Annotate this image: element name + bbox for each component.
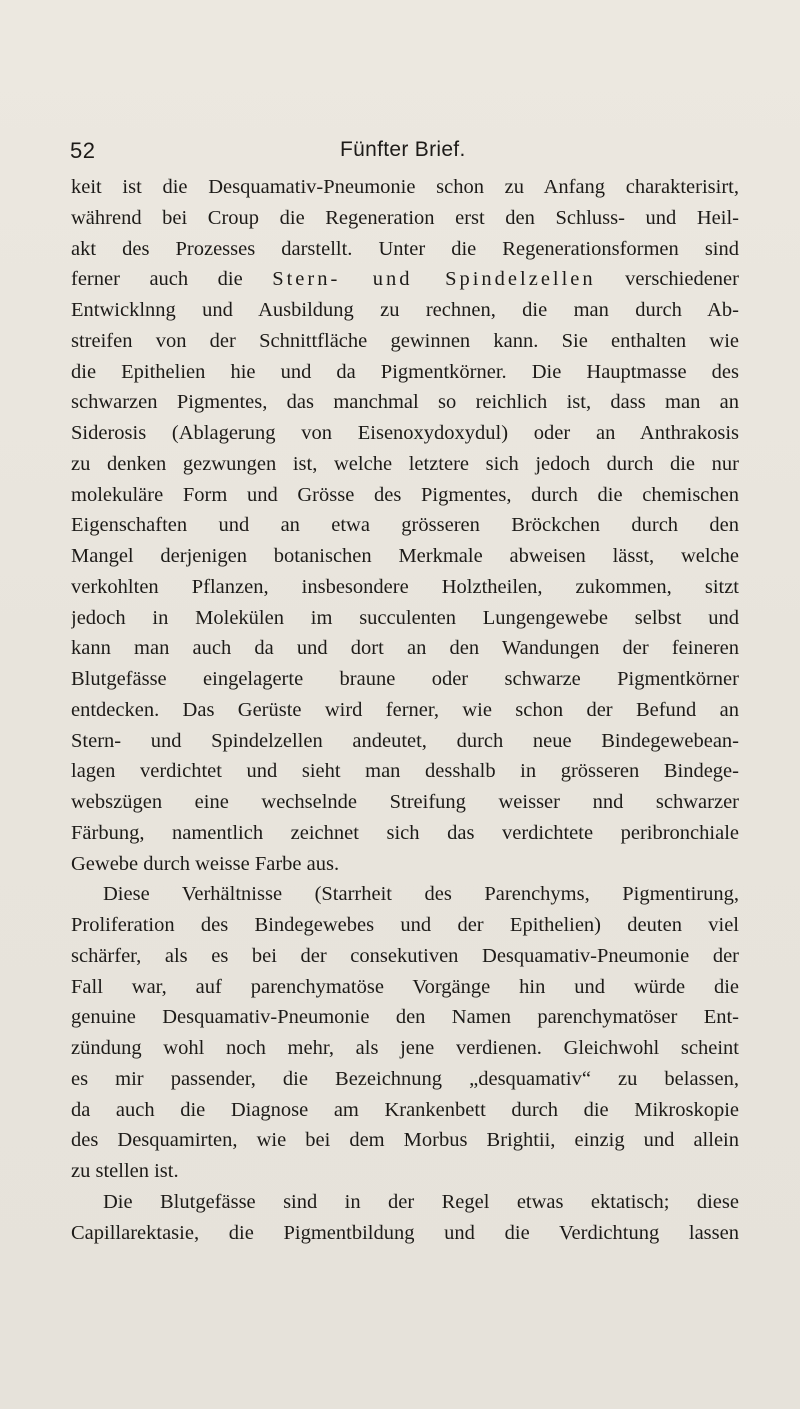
text-line: schwarzen Pigmentes, das manchmal so reichlich ist, dass man an <box>71 391 739 414</box>
text-line: molekuläre Form und Grösse des Pigmentes, durch die chemischen <box>71 483 739 506</box>
text-line: jedoch in Molekülen im succulenten Lungengewebe selbst und <box>71 606 739 629</box>
text-line: da auch die Diagnose am Krankenbett durch die Mikroskopie <box>71 1098 739 1121</box>
text-line: kann man auch da und dort an den Wandungen der feineren <box>71 637 739 660</box>
text-line: genuine Desquamativ-Pneumonie den Namen parenchymatöser Ent- <box>71 1006 739 1029</box>
text-line: Blutgefässe eingelagerte braune oder schwarze Pigmentkörner <box>71 668 739 690</box>
text-line: Capillarektasie, die Pigmentbildung und die Verdichtung lassen <box>71 1221 739 1244</box>
text-line: Mangel derjenigen botanischen Merkmale abweisen lässt, welche <box>71 545 739 567</box>
text-line: Fall war, auf parenchymatöse Vorgänge hin und würde die <box>71 975 739 998</box>
paragraph-first-line: Diese Verhältnisse (Starrheit des Parenchyms, Pigmentirung, <box>103 883 739 906</box>
body-text <box>71 172 739 1248</box>
text-line: Siderosis (Ablagerung von Eisenoxydoxydul) oder an Anthrakosis <box>71 422 739 444</box>
text-line: ferner auch die Stern- und Spindelzellen verschiedener <box>71 268 739 291</box>
text-line: schärfer, als es bei der consekutiven Desquamativ-Pneumonie der <box>71 944 739 967</box>
text-line: des Desquamirten, wie bei dem Morbus Brightii, einzig und allein <box>71 1129 739 1152</box>
text-line: akt des Prozesses darstellt. Unter die Regenerationsformen sind <box>71 237 739 260</box>
text-line: die Epithelien hie und da Pigmentkörner. Die Hauptmasse des <box>71 360 739 383</box>
text-line: zündung wohl noch mehr, als jene verdienen. Gleichwohl scheint <box>71 1037 739 1059</box>
text-line: Stern- und Spindelzellen andeutet, durch neue Bindegewebean- <box>71 729 739 752</box>
running-title: Fünfter Brief. <box>340 138 466 161</box>
paragraph-end-line: Gewebe durch weisse Farbe aus. <box>71 852 340 875</box>
paragraph-end-line: zu stellen ist. <box>71 1160 179 1182</box>
text-line: webszügen eine wechselnde Streifung weisser nnd schwarzer <box>71 791 739 813</box>
text-line: keit ist die Desquamativ-Pneumonie schon zu Anfang charakterisirt, <box>71 176 739 198</box>
text-line: es mir passender, die Bezeichnung „desquamativ“ zu belassen, <box>71 1067 739 1090</box>
page-number: 52 <box>70 138 96 163</box>
text-line: entdecken. Das Gerüste wird ferner, wie schon der Befund an <box>71 698 739 721</box>
page-header <box>60 122 740 162</box>
text-line: während bei Croup die Regeneration erst den Schluss- und Heil- <box>71 206 739 229</box>
text-line: zu denken gezwungen ist, welche letztere sich jedoch durch die nur <box>71 452 739 475</box>
text-line: verkohlten Pflanzen, insbesondere Holztheilen, zukommen, sitzt <box>71 575 739 598</box>
emphasized-term: Stern- und Spindelzellen <box>272 268 596 291</box>
text-line: Eigenschaften und an etwa grösseren Bröckchen durch den <box>71 514 739 537</box>
paragraph-first-line: Die Blutgefässe sind in der Regel etwas ektatisch; diese <box>103 1190 739 1213</box>
text-line: lagen verdichtet und sieht man desshalb in grösseren Bindege- <box>71 760 739 783</box>
text-line: streifen von der Schnittfläche gewinnen kann. Sie enthalten wie <box>71 329 739 352</box>
text-line: Färbung, namentlich zeichnet sich das verdichtete peribronchiale <box>71 821 739 844</box>
text-line: Entwicklnng und Ausbildung zu rechnen, die man durch Ab- <box>71 299 739 321</box>
text-line: Proliferation des Bindegewebes und der Epithelien) deuten viel <box>71 914 739 936</box>
